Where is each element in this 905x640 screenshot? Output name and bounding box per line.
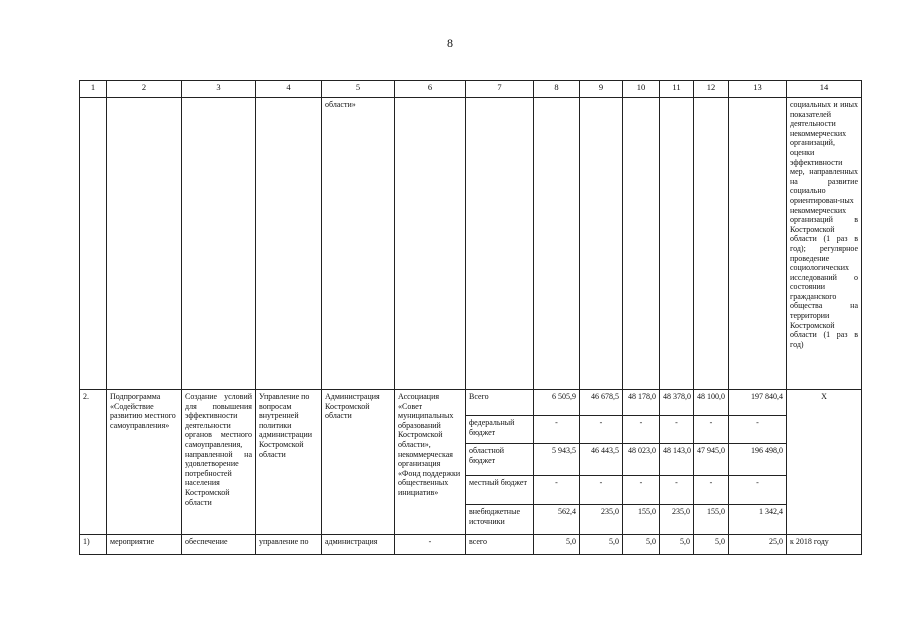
header-cell: 8	[534, 81, 580, 98]
funding-value: 48 178,0	[623, 390, 660, 416]
funding-source: местный бюджет	[466, 476, 534, 505]
header-cell: 7	[466, 81, 534, 98]
funding-value: 5,0	[660, 535, 694, 555]
row-number: 1)	[80, 535, 107, 555]
funding-total: 25,0	[729, 535, 787, 555]
header-cell: 4	[256, 81, 322, 98]
table-cell	[80, 98, 107, 390]
page-number: 8	[447, 36, 453, 50]
funding-value: 46 678,5	[580, 390, 623, 416]
header-cell: 5	[322, 81, 395, 98]
funding-source: внебюджетные источники	[466, 505, 534, 535]
table-cell	[466, 98, 534, 390]
funding-value: -	[694, 476, 729, 505]
funding-value: 235,0	[660, 505, 694, 535]
funding-value: 5,0	[580, 535, 623, 555]
funding-value: 48 100,0	[694, 390, 729, 416]
activity-name: мероприятие	[107, 535, 182, 555]
header-row	[80, 81, 862, 98]
funding-value: 155,0	[623, 505, 660, 535]
funding-value: -	[580, 476, 623, 505]
header-cell: 1	[80, 81, 107, 98]
table-cell	[107, 98, 182, 390]
table-cell	[694, 98, 729, 390]
row-number: 2.	[80, 390, 107, 535]
table-cell	[623, 98, 660, 390]
table-cell: области»	[322, 98, 395, 390]
funding-value: -	[660, 416, 694, 444]
responsible-executor: Управление по вопросам внутренней политики администрации Костромской области	[256, 390, 322, 535]
table-cell	[534, 98, 580, 390]
header-cell: 10	[623, 81, 660, 98]
activity-row	[80, 535, 862, 555]
co-executor: Администрация Костромской области	[322, 390, 395, 535]
header-cell: 11	[660, 81, 694, 98]
funding-value: -	[534, 476, 580, 505]
funding-value: 155,0	[694, 505, 729, 535]
table-cell	[580, 98, 623, 390]
funding-total: -	[729, 416, 787, 444]
header-cell: 3	[182, 81, 256, 98]
funding-total: 196 498,0	[729, 444, 787, 476]
header-cell: 9	[580, 81, 623, 98]
funding-value: 6 505,9	[534, 390, 580, 416]
result-cell: социальных и иных показателей деятельности некоммерческих организаций, оценки эффективности мер, направленных на развитие социально ориентирован-ных некоммерческих организаций в Костромской области (1 раз в год); регулярное проведение социологических исследований о состоянии гражданского общества на территории Костромской области (1 раз в год)	[787, 98, 862, 390]
table-cell	[660, 98, 694, 390]
funding-value: -	[580, 416, 623, 444]
activity-goal: обеспечение	[182, 535, 256, 555]
header-cell: 12	[694, 81, 729, 98]
responsible-executor: управление по	[256, 535, 322, 555]
funding-value: 48 143,0	[660, 444, 694, 476]
funding-value: 235,0	[580, 505, 623, 535]
funding-value: 5,0	[694, 535, 729, 555]
participant: Ассоциация «Совет муниципальных образований Костромской области», некоммерческая организация «Фонд поддержки общественных инициатив»	[395, 390, 466, 535]
funding-value: 48 023,0	[623, 444, 660, 476]
funding-total: -	[729, 476, 787, 505]
funding-value: -	[623, 476, 660, 505]
participant: -	[395, 535, 466, 555]
funding-source: всего	[466, 535, 534, 555]
funding-source: областной бюджет	[466, 444, 534, 476]
funding-value: 5,0	[623, 535, 660, 555]
subprogram-goal: Создание условий для повышения эффективности деятельности органов местного самоуправления, направленной на удовлетворение потребностей населения Костромской области	[182, 390, 256, 535]
funding-value: 47 945,0	[694, 444, 729, 476]
funding-value: -	[534, 416, 580, 444]
funding-value: -	[660, 476, 694, 505]
funding-source: Всего	[466, 390, 534, 416]
result-cell: к 2018 году	[787, 535, 862, 555]
funding-total: 1 342,4	[729, 505, 787, 535]
result-cell: X	[787, 390, 862, 535]
funding-value: -	[694, 416, 729, 444]
funding-value: 48 378,0	[660, 390, 694, 416]
funding-source: федеральный бюджет	[466, 416, 534, 444]
subprogram-row	[80, 390, 862, 416]
header-cell: 6	[395, 81, 466, 98]
funding-value: 46 443,5	[580, 444, 623, 476]
funding-value: 562,4	[534, 505, 580, 535]
header-cell: 2	[107, 81, 182, 98]
table-cell	[395, 98, 466, 390]
table-cell	[256, 98, 322, 390]
table-cell	[182, 98, 256, 390]
continuation-row	[80, 98, 862, 390]
table-cell	[729, 98, 787, 390]
funding-value: 5,0	[534, 535, 580, 555]
program-table	[79, 80, 862, 555]
subprogram-name: Подпрограмма «Содействие развитию местного самоуправления»	[107, 390, 182, 535]
funding-value: -	[623, 416, 660, 444]
funding-value: 5 943,5	[534, 444, 580, 476]
header-cell: 13	[729, 81, 787, 98]
header-cell: 14	[787, 81, 862, 98]
co-executor: администрация	[322, 535, 395, 555]
funding-total: 197 840,4	[729, 390, 787, 416]
